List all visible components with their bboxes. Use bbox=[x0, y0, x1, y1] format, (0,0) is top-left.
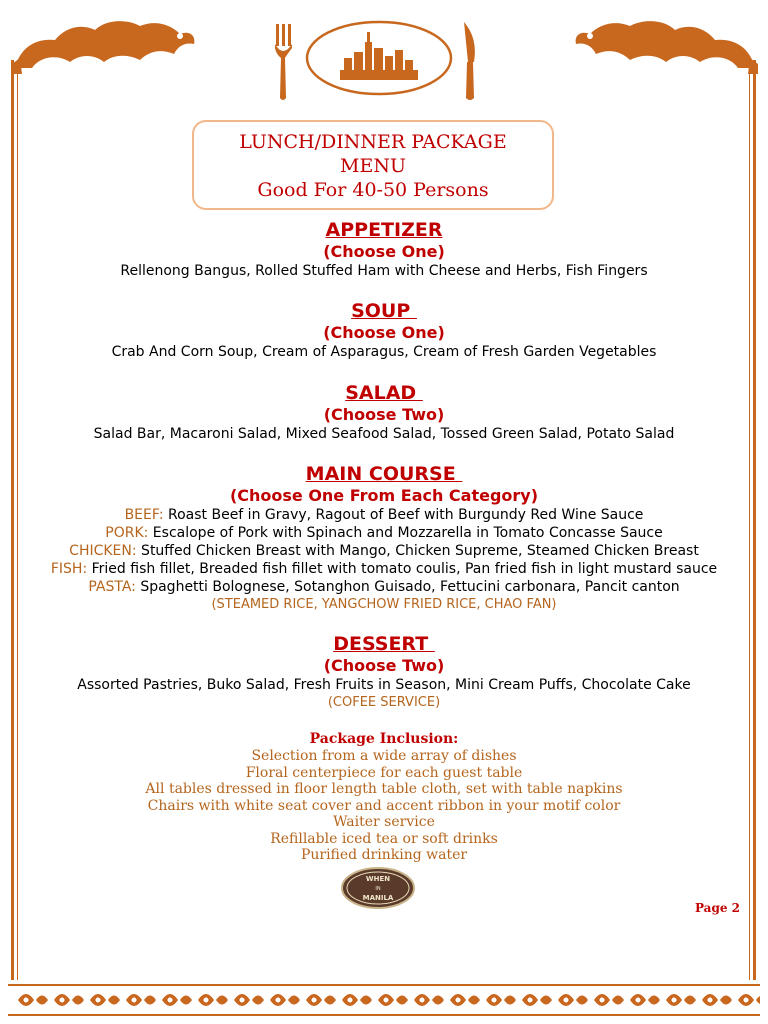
appetizer-heading: APPETIZER bbox=[325, 219, 443, 241]
category-label-pasta: PASTA: bbox=[88, 579, 136, 595]
main-course-row-chicken bbox=[0, 542, 768, 560]
page-number: Page 2 bbox=[694, 901, 740, 915]
floral-motif-dot bbox=[96, 998, 101, 1003]
floral-motif bbox=[90, 994, 120, 1006]
floral-border-band bbox=[8, 982, 760, 1018]
main-course-row-pork bbox=[0, 524, 768, 542]
city-skyline-icon bbox=[340, 32, 418, 80]
floral-motif bbox=[162, 994, 192, 1006]
salad-items: Salad Bar, Macaroni Salad, Mixed Seafood Salad, Tossed Green Salad, Potato Salad bbox=[93, 426, 675, 442]
main-course-section bbox=[0, 462, 768, 613]
soup-choose: (Choose One) bbox=[323, 323, 445, 342]
main-course-row-pasta bbox=[0, 578, 768, 596]
floral-motif-dot bbox=[348, 998, 353, 1003]
floral-motif bbox=[522, 994, 552, 1006]
floral-motif bbox=[54, 994, 84, 1006]
floral-motif bbox=[594, 994, 624, 1006]
floral-motif-dot bbox=[312, 998, 317, 1003]
logo-text-middle: IN bbox=[375, 886, 381, 892]
dessert-choose: (Choose Two) bbox=[323, 656, 445, 675]
inclusion-line: Chairs with white seat cover and accent ribbon in your motif color bbox=[147, 797, 621, 814]
category-items-chicken: Stuffed Chicken Breast with Mango, Chicken Supreme, Steamed Chicken Breast bbox=[136, 543, 699, 559]
floral-motif-dot bbox=[492, 998, 497, 1003]
inclusion-line: Waiter service bbox=[333, 814, 435, 830]
dragon-ornament-right-icon bbox=[570, 8, 760, 78]
coffee-note: (COFEE SERVICE) bbox=[327, 695, 441, 710]
floral-motif-dot bbox=[600, 998, 605, 1003]
floral-motif bbox=[486, 994, 516, 1006]
floral-motif-dot bbox=[528, 998, 533, 1003]
floral-motif bbox=[702, 994, 732, 1006]
floral-motif-dot bbox=[168, 998, 173, 1003]
main-course-row-fish bbox=[0, 560, 768, 578]
restaurant-emblem bbox=[268, 18, 490, 106]
inclusion-line: Purified drinking water bbox=[300, 847, 468, 863]
floral-motif-dot bbox=[672, 998, 677, 1003]
floral-motif bbox=[18, 994, 48, 1006]
when-in-manila-logo bbox=[340, 866, 416, 910]
title-line-3: Good For 40-50 Persons bbox=[257, 179, 489, 201]
floral-motif-dot bbox=[420, 998, 425, 1003]
appetizer-section bbox=[0, 218, 768, 280]
fork-icon bbox=[275, 24, 292, 100]
soup-section bbox=[0, 299, 768, 361]
inclusion-line: All tables dressed in floor length table cloth, set with table napkins bbox=[145, 781, 623, 797]
floral-motif bbox=[630, 994, 660, 1006]
floral-motif-dot bbox=[60, 998, 65, 1003]
floral-motif-dot bbox=[240, 998, 245, 1003]
floral-motif-dot bbox=[204, 998, 209, 1003]
rice-note: (STEAMED RICE, YANGCHOW FRIED RICE, CHAO FAN) bbox=[211, 597, 557, 612]
appetizer-choose: (Choose One) bbox=[323, 242, 445, 261]
floral-motif-dot bbox=[564, 998, 569, 1003]
title-line-1: LUNCH/DINNER PACKAGE bbox=[239, 131, 507, 153]
dessert-items: Assorted Pastries, Buko Salad, Fresh Fruits in Season, Mini Cream Puffs, Chocolate Cake bbox=[77, 677, 691, 693]
floral-motif-dot bbox=[384, 998, 389, 1003]
category-items-pork: Escalope of Pork with Spinach and Mozzarella in Tomato Concasse Sauce bbox=[148, 525, 663, 541]
floral-motif bbox=[306, 994, 336, 1006]
floral-motif bbox=[378, 994, 408, 1006]
floral-motif bbox=[270, 994, 300, 1006]
dessert-section bbox=[0, 632, 768, 711]
dessert-heading: DESSERT bbox=[333, 633, 435, 655]
logo-text-top: WHEN bbox=[365, 875, 391, 883]
floral-motif bbox=[450, 994, 480, 1006]
dragon-ornament-left-icon bbox=[10, 8, 200, 78]
floral-motif-dot bbox=[636, 998, 641, 1003]
floral-motif-dot bbox=[276, 998, 281, 1003]
floral-motif-dot bbox=[24, 998, 29, 1003]
title-line-2: MENU bbox=[340, 155, 406, 177]
floral-motif bbox=[558, 994, 588, 1006]
floral-motif-dot bbox=[708, 998, 713, 1003]
category-label-fish: FISH: bbox=[50, 561, 88, 577]
category-items-fish: Fried fish fillet, Breaded fish fillet with tomato coulis, Pan fried fish in light mustard sauce bbox=[87, 561, 718, 577]
title-box bbox=[192, 120, 554, 210]
main-course-row-beef bbox=[0, 506, 768, 524]
inclusion-title: Package Inclusion: bbox=[309, 731, 459, 747]
category-items-pasta: Spaghetti Bolognese, Sotanghon Guisado, Fettucini carbonara, Pancit canton bbox=[135, 579, 680, 595]
main-course-choose: (Choose One From Each Category) bbox=[229, 486, 539, 505]
floral-motif bbox=[198, 994, 228, 1006]
inclusion-line: Selection from a wide array of dishes bbox=[251, 748, 517, 764]
floral-motif bbox=[738, 994, 760, 1006]
inclusion-line: Floral centerpiece for each guest table bbox=[245, 764, 523, 781]
floral-motif bbox=[414, 994, 444, 1006]
category-label-beef: BEEF: bbox=[124, 507, 164, 523]
soup-heading: SOUP bbox=[351, 300, 417, 322]
knife-icon bbox=[464, 22, 475, 100]
salad-section bbox=[0, 381, 768, 443]
category-label-pork: PORK: bbox=[105, 525, 149, 541]
floral-motif bbox=[126, 994, 156, 1006]
category-label-chicken: CHICKEN: bbox=[69, 543, 137, 559]
salad-choose: (Choose Two) bbox=[323, 405, 445, 424]
main-course-heading: MAIN COURSE bbox=[305, 463, 463, 485]
salad-heading: SALAD bbox=[345, 382, 423, 404]
logo-text-bottom: MANILA bbox=[362, 894, 394, 902]
floral-motif-dot bbox=[132, 998, 137, 1003]
floral-motif-dot bbox=[744, 998, 749, 1003]
floral-motif-dot bbox=[456, 998, 461, 1003]
appetizer-items: Rellenong Bangus, Rolled Stuffed Ham with Cheese and Herbs, Fish Fingers bbox=[120, 263, 648, 279]
soup-items: Crab And Corn Soup, Cream of Asparagus, Cream of Fresh Garden Vegetables bbox=[111, 344, 657, 360]
package-inclusion bbox=[0, 730, 768, 864]
category-items-beef: Roast Beef in Gravy, Ragout of Beef with Burgundy Red Wine Sauce bbox=[163, 507, 644, 523]
floral-motif bbox=[234, 994, 264, 1006]
floral-motif bbox=[666, 994, 696, 1006]
floral-motif bbox=[342, 994, 372, 1006]
inclusion-line: Refillable iced tea or soft drinks bbox=[270, 830, 498, 847]
